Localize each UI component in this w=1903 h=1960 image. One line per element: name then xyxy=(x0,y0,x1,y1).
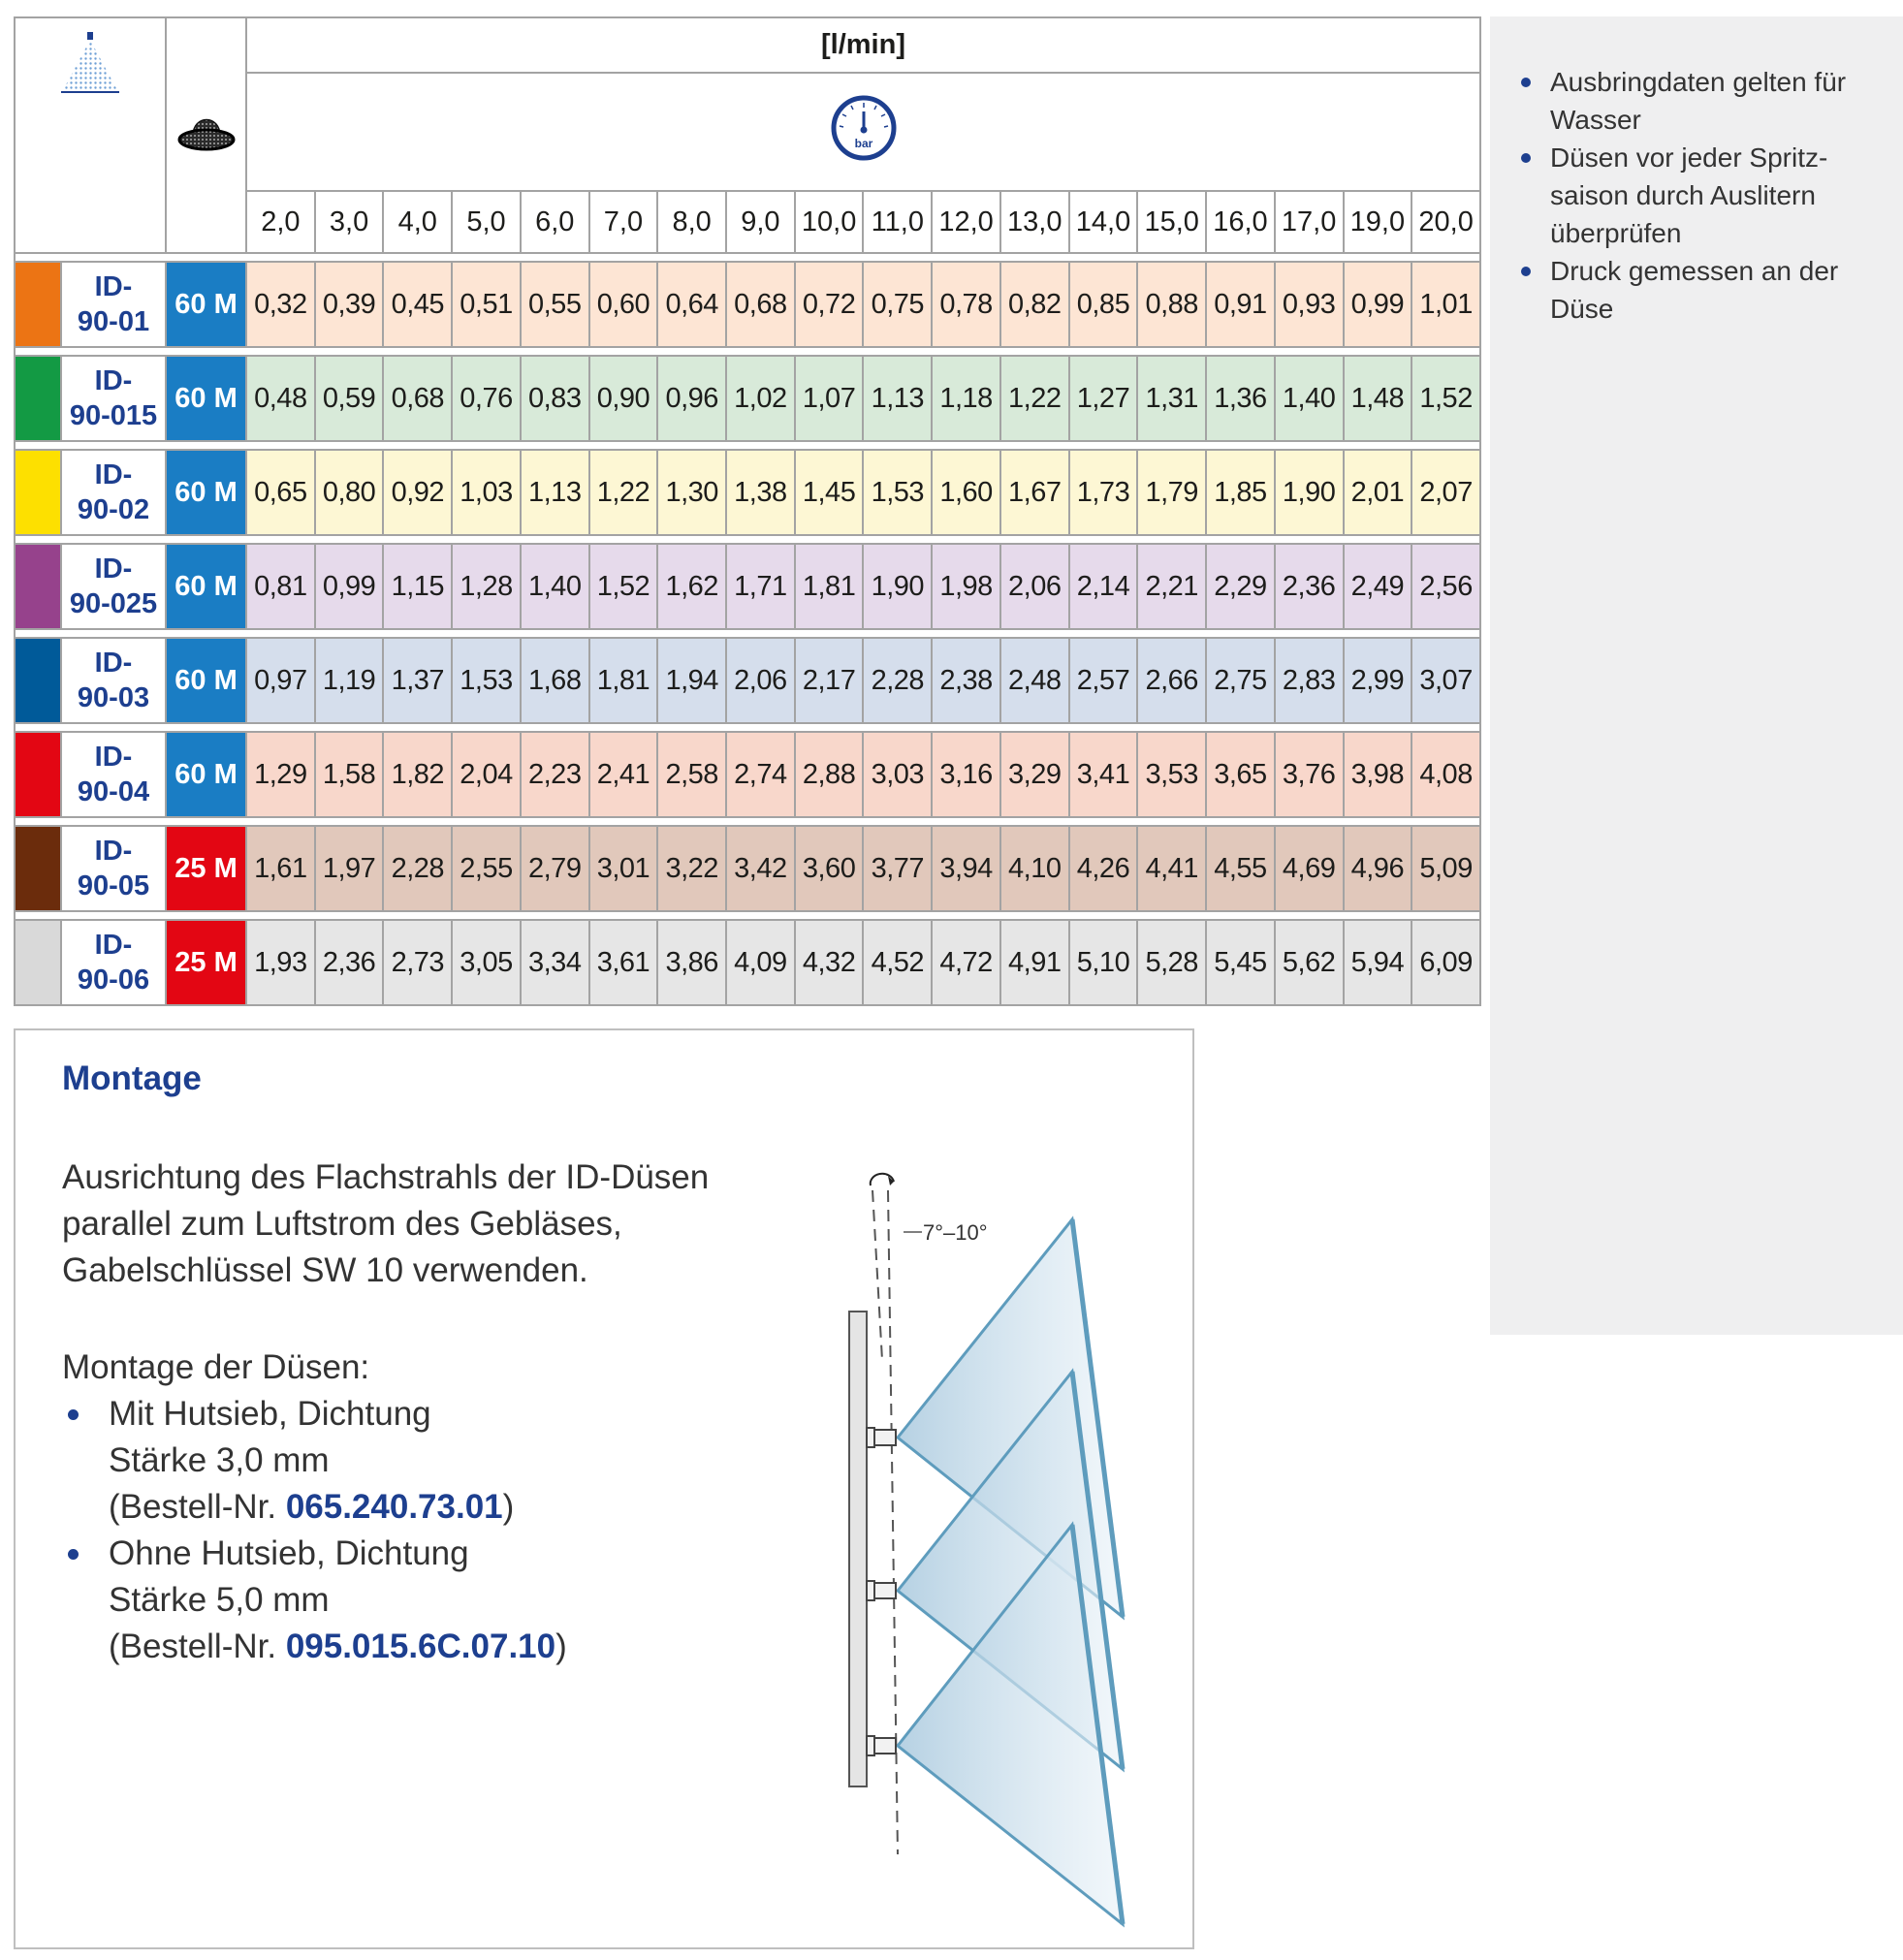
flow-value: 0,93 xyxy=(1275,262,1344,347)
nozzle-name xyxy=(61,450,166,535)
flow-value: 1,48 xyxy=(1344,356,1412,441)
nozzle-name xyxy=(61,826,166,911)
pressure-header: 13,0 xyxy=(1000,191,1069,253)
pressure-header: 5,0 xyxy=(452,191,521,253)
flow-value: 2,38 xyxy=(932,638,1000,723)
montage-description: Ausrichtung des Flachstrahls der ID-Düsen parallel zum Luftstrom des Gebläses, Gabelschlüssel SW 10 verwenden. xyxy=(62,1158,710,1289)
strainer-mesh: 60 M xyxy=(166,638,246,723)
flow-value: 4,91 xyxy=(1000,920,1069,1005)
flow-value: 3,86 xyxy=(657,920,726,1005)
nozzle-name-line: 90-015 xyxy=(69,400,158,431)
flow-value: 2,28 xyxy=(863,638,932,723)
flow-value: 0,59 xyxy=(315,356,384,441)
order-prefix: (Bestell-Nr. xyxy=(109,1488,286,1526)
flow-value: 3,76 xyxy=(1275,732,1344,817)
nozzle-name xyxy=(61,638,166,723)
strainer-cell xyxy=(166,17,246,253)
nozzle-color-swatch xyxy=(15,732,61,817)
pressure-header: 10,0 xyxy=(795,191,864,253)
nozzle-name-line: 90-03 xyxy=(77,682,150,713)
table-row xyxy=(15,638,1480,723)
flow-value: 2,56 xyxy=(1411,544,1480,629)
flow-value: 0,39 xyxy=(315,262,384,347)
montage-title: Montage xyxy=(62,1059,202,1097)
nozzle-color-swatch xyxy=(15,356,61,441)
flow-value: 3,03 xyxy=(863,732,932,817)
flow-value: 0,60 xyxy=(589,262,658,347)
flow-value: 1,60 xyxy=(932,450,1000,535)
flow-value: 1,58 xyxy=(315,732,384,817)
flow-value: 2,14 xyxy=(1069,544,1138,629)
flow-value: 1,68 xyxy=(521,638,589,723)
montage-list xyxy=(62,1391,567,1670)
strainer-mesh: 60 M xyxy=(166,262,246,347)
nozzle-name xyxy=(61,732,166,817)
nozzle-color-swatch xyxy=(15,450,61,535)
flow-value: 2,06 xyxy=(726,638,795,723)
nozzle-color-swatch xyxy=(15,920,61,1005)
flow-value: 0,65 xyxy=(246,450,315,535)
table-row xyxy=(15,920,1480,1005)
row-gap xyxy=(15,441,1480,450)
pressure-header: 3,0 xyxy=(315,191,384,253)
flow-value: 3,42 xyxy=(726,826,795,911)
flow-value: 1,22 xyxy=(1000,356,1069,441)
row-gap-cell xyxy=(15,817,1480,826)
flow-value: 1,01 xyxy=(1411,262,1480,347)
flow-value: 3,01 xyxy=(589,826,658,911)
flow-value: 6,09 xyxy=(1411,920,1480,1005)
pressure-header: 9,0 xyxy=(726,191,795,253)
flow-value: 3,65 xyxy=(1206,732,1275,817)
notes-list xyxy=(1490,16,1903,328)
flow-value: 2,23 xyxy=(521,732,589,817)
nozzle-name-line: 90-01 xyxy=(77,306,150,337)
flow-value: 0,83 xyxy=(521,356,589,441)
montage-subtitle: Montage der Düsen: xyxy=(62,1348,370,1386)
note-item: Ausbringdaten gelten für Wasser xyxy=(1550,63,1884,139)
flow-value: 2,01 xyxy=(1344,450,1412,535)
flow-value: 2,48 xyxy=(1000,638,1069,723)
flow-value: 2,06 xyxy=(1000,544,1069,629)
row-gap-cell xyxy=(15,441,1480,450)
flow-value: 0,97 xyxy=(246,638,315,723)
flow-value: 3,77 xyxy=(863,826,932,911)
row-gap-cell xyxy=(15,253,1480,262)
flow-value: 3,22 xyxy=(657,826,726,911)
strainer-mesh: 60 M xyxy=(166,356,246,441)
flow-value: 4,08 xyxy=(1411,732,1480,817)
flow-value: 0,99 xyxy=(1344,262,1412,347)
flow-value: 0,82 xyxy=(1000,262,1069,347)
flow-value: 3,07 xyxy=(1411,638,1480,723)
flow-value: 0,68 xyxy=(726,262,795,347)
flow-value: 1,07 xyxy=(795,356,864,441)
flow-value: 3,61 xyxy=(589,920,658,1005)
flow-value: 2,83 xyxy=(1275,638,1344,723)
row-gap-cell xyxy=(15,347,1480,356)
flow-value: 2,75 xyxy=(1206,638,1275,723)
table-row xyxy=(15,544,1480,629)
flow-value: 4,72 xyxy=(932,920,1000,1005)
flow-value: 1,13 xyxy=(863,356,932,441)
pressure-header: 17,0 xyxy=(1275,191,1344,253)
flow-value: 0,72 xyxy=(795,262,864,347)
nozzle-name-line: ID- xyxy=(94,459,133,490)
flow-value: 1,02 xyxy=(726,356,795,441)
flow-value: 1,28 xyxy=(452,544,521,629)
strainer-mesh: 60 M xyxy=(166,450,246,535)
flow-value: 2,41 xyxy=(589,732,658,817)
row-gap-cell xyxy=(15,723,1480,732)
flow-value: 4,96 xyxy=(1344,826,1412,911)
flow-value: 1,22 xyxy=(589,450,658,535)
flow-value: 3,41 xyxy=(1069,732,1138,817)
nozzle-name-line: ID- xyxy=(94,365,133,396)
flow-value: 0,64 xyxy=(657,262,726,347)
notes-panel xyxy=(1490,16,1903,1335)
flow-value: 1,37 xyxy=(383,638,452,723)
spray-pattern-cell xyxy=(15,17,166,253)
table-row xyxy=(15,262,1480,347)
flow-value: 4,09 xyxy=(726,920,795,1005)
nozzle-name-line: 90-04 xyxy=(77,776,150,807)
flow-value: 0,81 xyxy=(246,544,315,629)
flow-value: 1,36 xyxy=(1206,356,1275,441)
flow-value: 1,90 xyxy=(1275,450,1344,535)
table-row xyxy=(15,732,1480,817)
flow-value: 1,71 xyxy=(726,544,795,629)
pressure-header: 4,0 xyxy=(383,191,452,253)
strainer-mesh: 25 M xyxy=(166,826,246,911)
pressure-header: 12,0 xyxy=(932,191,1000,253)
flow-value: 0,99 xyxy=(315,544,384,629)
flow-value: 2,74 xyxy=(726,732,795,817)
flow-value: 1,52 xyxy=(1411,356,1480,441)
flow-value: 0,55 xyxy=(521,262,589,347)
flow-value: 0,68 xyxy=(383,356,452,441)
flow-value: 2,58 xyxy=(657,732,726,817)
flow-value: 1,40 xyxy=(521,544,589,629)
row-gap xyxy=(15,629,1480,638)
pressure-header: 11,0 xyxy=(863,191,932,253)
flow-value: 0,91 xyxy=(1206,262,1275,347)
montage-item xyxy=(62,1531,567,1670)
flow-value: 0,88 xyxy=(1137,262,1206,347)
nozzle-name-line: ID- xyxy=(94,553,133,585)
flow-value: 2,21 xyxy=(1137,544,1206,629)
flow-value: 0,92 xyxy=(383,450,452,535)
flow-value: 2,17 xyxy=(795,638,864,723)
flow-value: 1,53 xyxy=(863,450,932,535)
table-row xyxy=(15,826,1480,911)
flow-value: 1,30 xyxy=(657,450,726,535)
flow-value: 1,93 xyxy=(246,920,315,1005)
flow-value: 5,94 xyxy=(1344,920,1412,1005)
flow-value: 1,53 xyxy=(452,638,521,723)
nozzle-name xyxy=(61,356,166,441)
nozzle-name-line: ID- xyxy=(94,648,133,679)
flow-value: 0,45 xyxy=(383,262,452,347)
row-gap xyxy=(15,347,1480,356)
flow-value: 2,88 xyxy=(795,732,864,817)
flow-value: 1,97 xyxy=(315,826,384,911)
order-number: 095.015.6C.07.10 xyxy=(285,1628,556,1665)
spray-cone-icon xyxy=(59,32,121,98)
flow-value: 3,53 xyxy=(1137,732,1206,817)
pressure-header: 19,0 xyxy=(1344,191,1412,253)
flow-value: 4,32 xyxy=(795,920,864,1005)
table-row xyxy=(15,450,1480,535)
flow-value: 1,52 xyxy=(589,544,658,629)
flow-value: 1,61 xyxy=(246,826,315,911)
pressure-header: 20,0 xyxy=(1411,191,1480,253)
gauge-unit: bar xyxy=(854,137,872,150)
nozzle-name-line: ID- xyxy=(94,271,133,302)
flow-value: 1,03 xyxy=(452,450,521,535)
flow-value: 1,98 xyxy=(932,544,1000,629)
flow-value: 1,67 xyxy=(1000,450,1069,535)
flow-value: 0,75 xyxy=(863,262,932,347)
flow-value: 2,04 xyxy=(452,732,521,817)
nozzle-name-line: ID- xyxy=(94,930,133,961)
order-suffix: ) xyxy=(502,1488,515,1526)
nozzle-name-line: ID- xyxy=(94,836,133,867)
montage-item xyxy=(62,1391,567,1531)
flow-value: 5,10 xyxy=(1069,920,1138,1005)
flow-value: 1,90 xyxy=(863,544,932,629)
flow-value: 3,16 xyxy=(932,732,1000,817)
nozzle-name-line: 90-05 xyxy=(77,870,150,901)
flow-value: 0,32 xyxy=(246,262,315,347)
row-gap xyxy=(15,253,1480,262)
flow-value: 1,45 xyxy=(795,450,864,535)
flow-value: 1,62 xyxy=(657,544,726,629)
flow-rate-table xyxy=(14,16,1481,1006)
flow-value: 2,73 xyxy=(383,920,452,1005)
flow-value: 4,10 xyxy=(1000,826,1069,911)
flow-value: 1,81 xyxy=(589,638,658,723)
flow-value: 2,07 xyxy=(1411,450,1480,535)
nozzle-color-swatch xyxy=(15,262,61,347)
pressure-header: 16,0 xyxy=(1206,191,1275,253)
nozzle-name-line: ID- xyxy=(94,742,133,773)
note-item: Druck gemessen an der Düse xyxy=(1550,252,1884,328)
flow-value: 2,29 xyxy=(1206,544,1275,629)
flow-value: 3,94 xyxy=(932,826,1000,911)
pressure-header: 6,0 xyxy=(521,191,589,253)
flow-value: 1,94 xyxy=(657,638,726,723)
pressure-gauge-icon xyxy=(830,94,898,162)
flow-value: 3,05 xyxy=(452,920,521,1005)
montage-item-line: Ohne Hutsieb, Dichtung xyxy=(109,1534,469,1572)
nozzle-mounting-diagram xyxy=(810,1118,1130,1942)
flow-value: 1,15 xyxy=(383,544,452,629)
flow-value: 1,31 xyxy=(1137,356,1206,441)
flow-value: 1,40 xyxy=(1275,356,1344,441)
flow-value: 0,96 xyxy=(657,356,726,441)
row-gap xyxy=(15,817,1480,826)
flow-value: 4,69 xyxy=(1275,826,1344,911)
strainer-mesh: 60 M xyxy=(166,544,246,629)
flow-value: 5,28 xyxy=(1137,920,1206,1005)
flow-value: 5,62 xyxy=(1275,920,1344,1005)
flow-value: 2,28 xyxy=(383,826,452,911)
nozzle-color-swatch xyxy=(15,544,61,629)
flow-value: 4,26 xyxy=(1069,826,1138,911)
nozzle-color-swatch xyxy=(15,826,61,911)
row-gap xyxy=(15,723,1480,732)
nozzle-name-line: 90-02 xyxy=(77,494,150,525)
flow-value: 5,09 xyxy=(1411,826,1480,911)
nozzle-color-swatch xyxy=(15,638,61,723)
flow-value: 1,79 xyxy=(1137,450,1206,535)
flow-value: 0,90 xyxy=(589,356,658,441)
flow-value: 5,45 xyxy=(1206,920,1275,1005)
flow-value: 0,76 xyxy=(452,356,521,441)
order-number: 065.240.73.01 xyxy=(285,1488,503,1526)
montage-box xyxy=(14,1028,1194,1949)
angle-label: 7°–10° xyxy=(923,1220,988,1245)
flow-value: 2,36 xyxy=(315,920,384,1005)
flow-value: 1,81 xyxy=(795,544,864,629)
montage-item-line: Mit Hutsieb, Dichtung xyxy=(109,1395,431,1433)
flow-value: 1,19 xyxy=(315,638,384,723)
note-item: Düsen vor jeder Spritz- saison durch Auslitern überprüfen xyxy=(1550,139,1884,252)
flow-value: 3,98 xyxy=(1344,732,1412,817)
nozzle-name-line: 90-06 xyxy=(77,964,150,996)
strainer-mesh: 60 M xyxy=(166,732,246,817)
order-suffix: ) xyxy=(555,1628,567,1665)
table-row xyxy=(15,356,1480,441)
flow-value: 1,27 xyxy=(1069,356,1138,441)
pressure-header: 15,0 xyxy=(1137,191,1206,253)
unit-label: [l/min] xyxy=(246,17,1480,73)
flow-value: 3,34 xyxy=(521,920,589,1005)
pressure-header: 2,0 xyxy=(246,191,315,253)
pressure-header: 14,0 xyxy=(1069,191,1138,253)
order-prefix: (Bestell-Nr. xyxy=(109,1628,286,1665)
flow-value: 0,85 xyxy=(1069,262,1138,347)
row-gap-cell xyxy=(15,629,1480,638)
nozzle-name xyxy=(61,262,166,347)
flow-value: 1,85 xyxy=(1206,450,1275,535)
flow-value: 4,41 xyxy=(1137,826,1206,911)
flow-value: 1,82 xyxy=(383,732,452,817)
flow-value: 0,80 xyxy=(315,450,384,535)
nozzle-name-line: 90-025 xyxy=(69,588,158,619)
flow-value: 1,13 xyxy=(521,450,589,535)
row-gap-cell xyxy=(15,911,1480,920)
flow-value: 1,29 xyxy=(246,732,315,817)
flow-value: 4,55 xyxy=(1206,826,1275,911)
flow-value: 1,73 xyxy=(1069,450,1138,535)
flow-value: 2,49 xyxy=(1344,544,1412,629)
flow-value: 2,36 xyxy=(1275,544,1344,629)
row-gap-cell xyxy=(15,535,1480,544)
flow-value: 2,55 xyxy=(452,826,521,911)
row-gap xyxy=(15,911,1480,920)
pressure-gauge-cell xyxy=(246,73,1480,191)
flow-value: 1,18 xyxy=(932,356,1000,441)
flow-value: 2,57 xyxy=(1069,638,1138,723)
flow-value: 0,51 xyxy=(452,262,521,347)
flow-value: 3,29 xyxy=(1000,732,1069,817)
flow-value: 2,79 xyxy=(521,826,589,911)
flow-value: 3,60 xyxy=(795,826,864,911)
montage-item-line: Stärke 5,0 mm xyxy=(109,1581,330,1619)
nozzle-name xyxy=(61,920,166,1005)
flow-value: 2,66 xyxy=(1137,638,1206,723)
strainer-mesh: 25 M xyxy=(166,920,246,1005)
flow-value: 0,78 xyxy=(932,262,1000,347)
flow-value: 0,48 xyxy=(246,356,315,441)
flow-value: 1,38 xyxy=(726,450,795,535)
flow-value: 4,52 xyxy=(863,920,932,1005)
flow-value: 2,99 xyxy=(1344,638,1412,723)
montage-item-line: Stärke 3,0 mm xyxy=(109,1441,330,1479)
nozzle-name xyxy=(61,544,166,629)
pressure-header: 8,0 xyxy=(657,191,726,253)
hat-strainer-icon xyxy=(177,107,236,157)
pressure-header: 7,0 xyxy=(589,191,658,253)
row-gap xyxy=(15,535,1480,544)
